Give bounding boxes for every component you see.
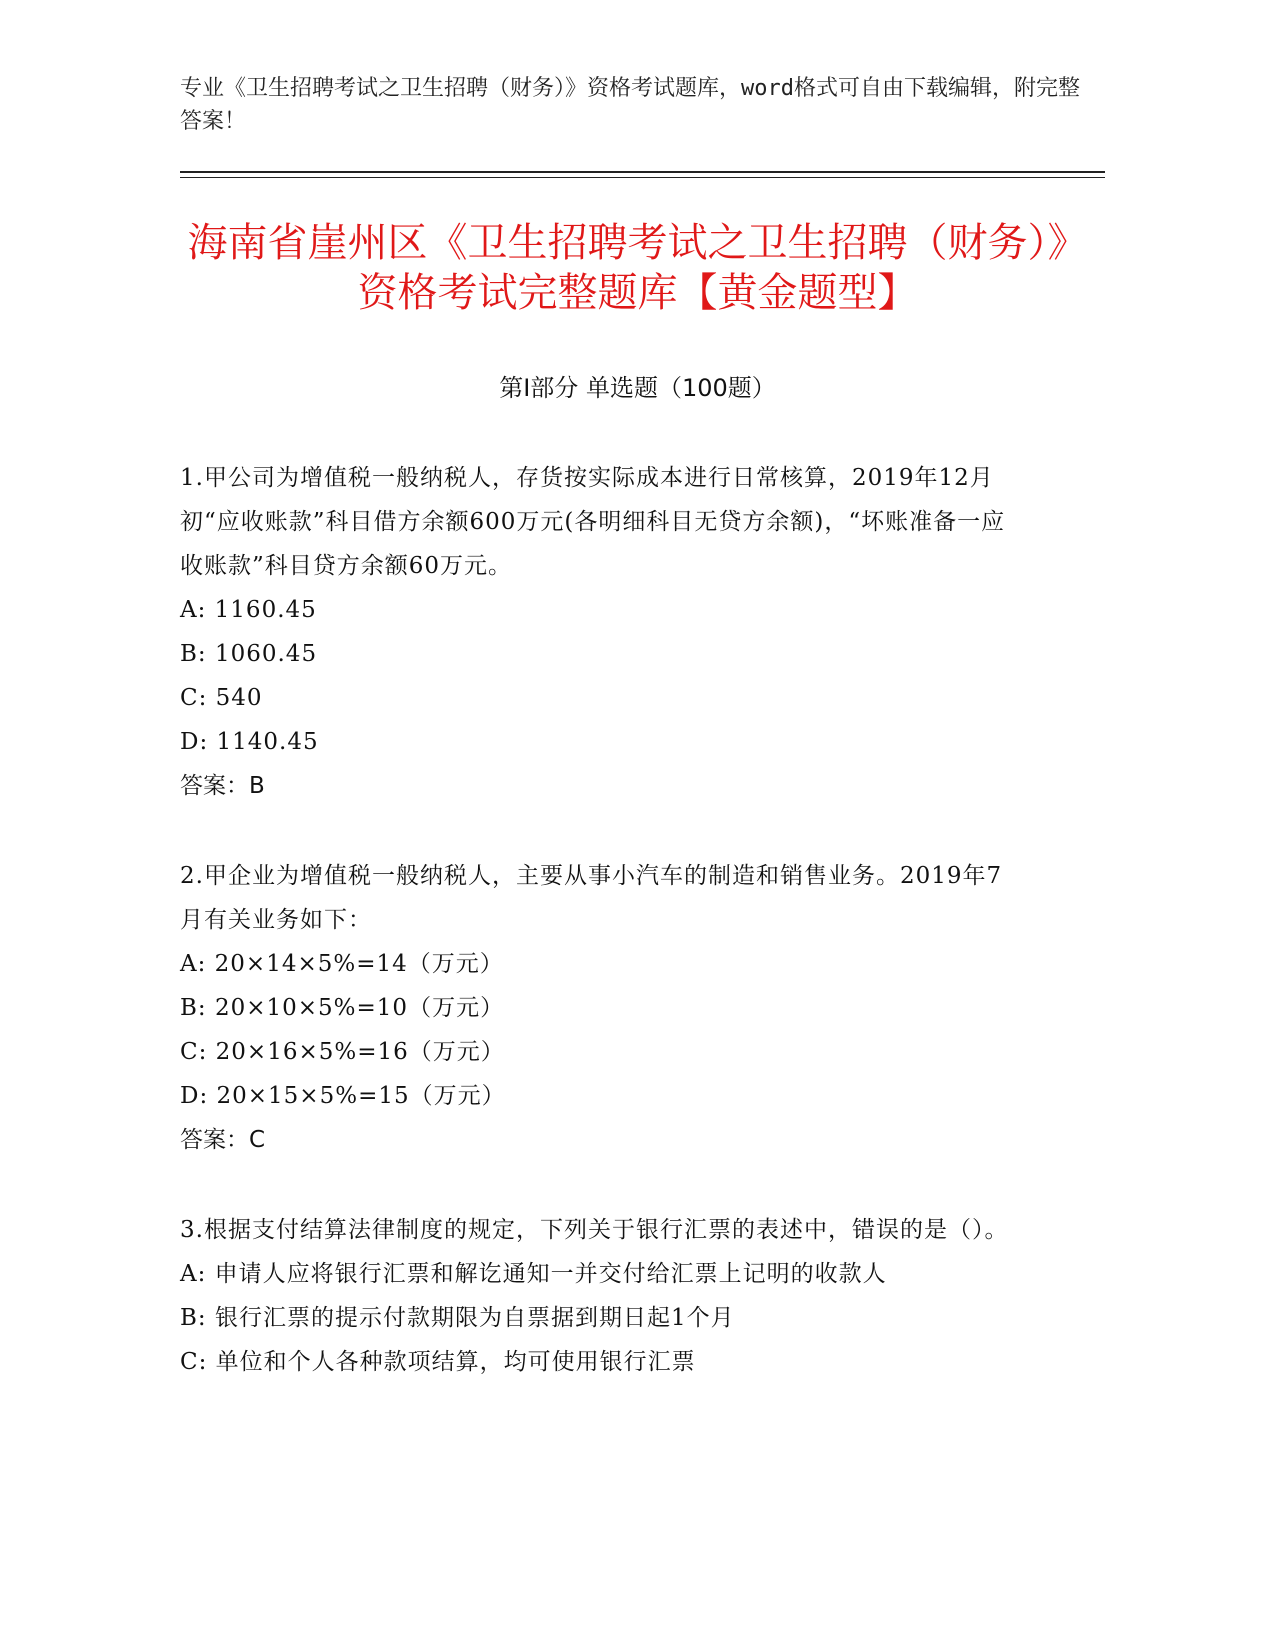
question-stem: 1.甲公司为增值税一般纳税人，存货按实际成本进行日常核算，2019年12月初“应收账款”科目借方余额600万元(各明细科目无贷方余额)，“坏账准备一应收账款”科目贷方余额60万元。 (180, 465, 1006, 579)
option-d: D: 1140.45 (180, 729, 319, 755)
option-b: B: 1060.45 (180, 641, 318, 667)
header-divider-thick (180, 171, 1105, 173)
header-note: 专业《卫生招聘考试之卫生招聘（财务）》资格考试题库，word格式可自由下载编辑，附完整答案！ (180, 76, 1080, 134)
option-c: C: 540 (180, 685, 263, 711)
option-b: B: 银行汇票的提示付款期限为自票据到期日起1个月 (180, 1305, 735, 1331)
question-list (180, 456, 1020, 1430)
option-a: A: 20×14×5%=14（万元） (180, 951, 504, 977)
question-stem: 3.根据支付结算法律制度的规定，下列关于银行汇票的表述中，错误的是（）。 (180, 1217, 1009, 1243)
option-d: D: 20×15×5%=15（万元） (180, 1083, 506, 1109)
question-1 (180, 456, 1020, 808)
header-divider-thin (180, 177, 1105, 178)
option-b: B: 20×10×5%=10（万元） (180, 995, 505, 1021)
option-c: C: 20×16×5%=16（万元） (180, 1039, 505, 1065)
question-3 (180, 1208, 1020, 1384)
document-title: 海南省崖州区《卫生招聘考试之卫生招聘（财务）》资格考试完整题库【黄金题型】 (187, 220, 1088, 316)
option-a: A: 1160.45 (180, 597, 317, 623)
answer-label: 答案：B (180, 773, 265, 799)
answer-label: 答案：C (180, 1127, 266, 1153)
question-2 (180, 854, 1020, 1162)
option-a: A: 申请人应将银行汇票和解讫通知一并交付给汇票上记明的收款人 (180, 1261, 887, 1287)
section-heading: 第Ⅰ部分 单选题（100题） (499, 374, 776, 402)
question-stem: 2.甲企业为增值税一般纳税人，主要从事小汽车的制造和销售业务。2019年7月有关业务如下： (180, 863, 1003, 933)
option-c: C: 单位和个人各种款项结算，均可使用银行汇票 (180, 1349, 696, 1375)
